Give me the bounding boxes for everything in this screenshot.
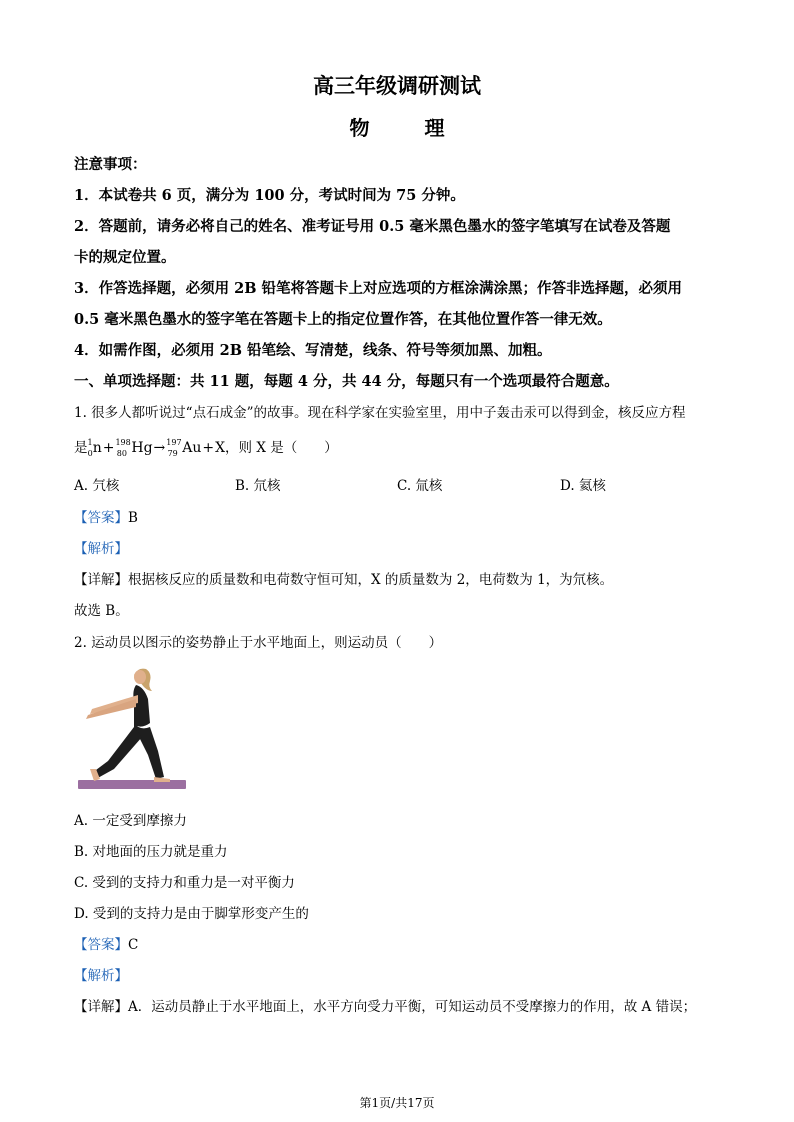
detail-tag: 【详解】 [74, 999, 128, 1015]
q1-detail: 【详解】根据核反应的质量数和电荷数守恒可知，X 的质量数为 2，电荷数为 1，为氘核。 [74, 572, 614, 588]
notice-item-2-line-1: 2．答题前，请务必将自己的姓名、准考证号用 0.5 毫米黑色墨水的签字笔填写在试卷及答题 [74, 218, 671, 235]
q1-option-a: A. 氕核 [74, 478, 120, 494]
athlete-photo [78, 665, 188, 791]
nuclear-equation: $^1_0$n+$^{198}_{80}$ Hg→$^{197}_{79}$ Au+X [87, 438, 226, 458]
answer-tag: 【答案】 [74, 510, 128, 526]
q1-conclusion: 故选 B。 [74, 603, 129, 619]
q2-option-c: C. 受到的支持力和重力是一对平衡力 [74, 875, 295, 891]
q1-option-c: C. 氚核 [397, 478, 443, 494]
q1-prefix: 是 [74, 440, 88, 456]
notice-item-3-line-2: 0.5 毫米黑色墨水的签字笔在答题卡上的指定位置作答，在其他位置作答一律无效。 [74, 311, 612, 328]
notice-item-3-line-1: 3．作答选择题，必须用 2B 铅笔将答题卡上对应选项的方框涂满涂黑；作答非选择题，必须用 [74, 280, 683, 297]
notice-item-1: 1．本试卷共 6 页，满分为 100 分，考试时间为 75 分钟。 [74, 187, 465, 204]
q2-answer: 【答案】C [74, 937, 139, 953]
q1-option-d: D. 氦核 [560, 478, 606, 494]
q1-answer: 【答案】B [74, 510, 138, 526]
q1-suffix: ，则 X 是（ ） [225, 440, 338, 456]
page-number: 第1页/共17页 [359, 1096, 435, 1110]
notice-item-4: 4．如需作图，必须用 2B 铅笔绘、写清楚，线条、符号等须加黑、加粗。 [74, 342, 552, 359]
section-heading: 一、单项选择题：共 11 题，每题 4 分，共 44 分，每题只有一个选项最符合题意。 [74, 373, 619, 390]
q2-detail: 【详解】A．运动员静止于水平地面上，水平方向受力平衡，可知运动员不受摩擦力的作用，故 A 错误； [74, 999, 697, 1015]
answer-tag: 【答案】 [74, 937, 128, 953]
q2-option-d: D. 受到的支持力是由于脚掌形变产生的 [74, 906, 309, 922]
page-title: 高三年级调研测试 [313, 73, 481, 98]
q1-stem-line-2 [74, 436, 338, 456]
q1-stem-line-1: 1. 很多人都听说过“点石成金”的故事。现在科学家在实验室里，用中子轰击汞可以得到金，核反应方程 [74, 405, 686, 421]
notice-heading: 注意事项： [74, 156, 147, 173]
q1-option-b: B. 氘核 [235, 478, 281, 494]
q1-analysis-tag: 【解析】 [74, 541, 128, 557]
q2-stem: 2. 运动员以图示的姿势静止于水平地面上，则运动员（ ） [74, 635, 443, 651]
q2-analysis-tag: 【解析】 [74, 968, 128, 984]
subject-title: 物 理 [349, 116, 469, 140]
q2-option-b: B. 对地面的压力就是重力 [74, 844, 228, 860]
q2-option-a: A. 一定受到摩擦力 [74, 813, 187, 829]
notice-item-2-line-2: 卡的规定位置。 [74, 249, 176, 266]
detail-tag: 【详解】 [74, 572, 128, 588]
